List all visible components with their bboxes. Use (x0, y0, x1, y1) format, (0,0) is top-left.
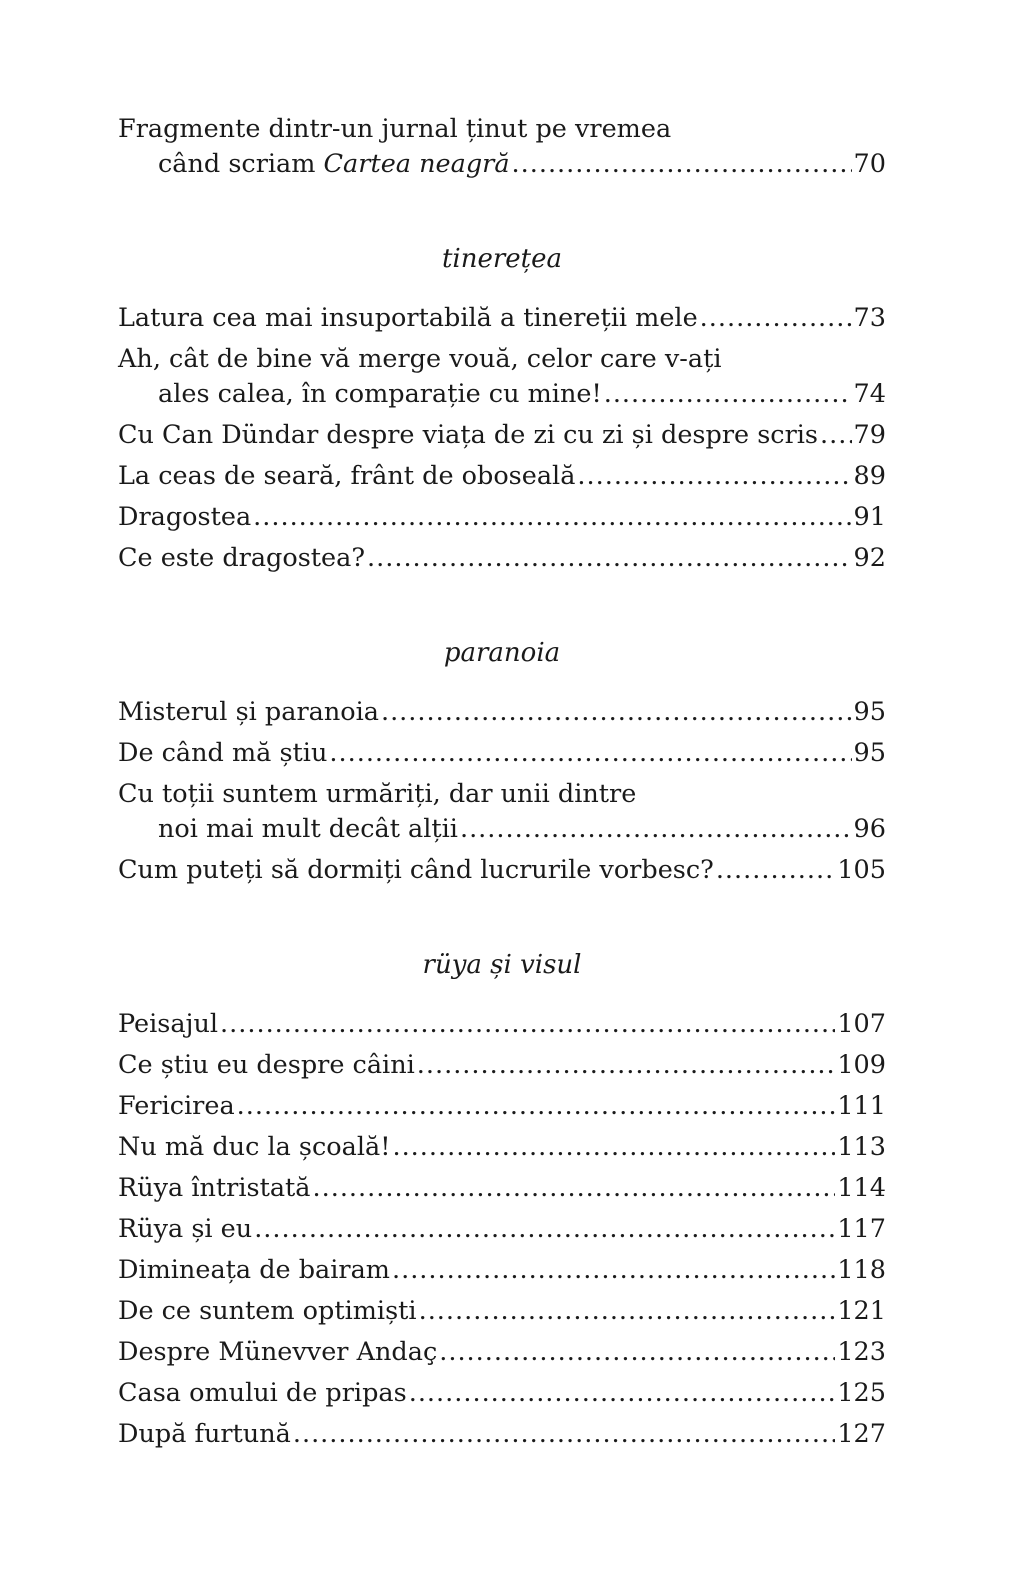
toc-entry (118, 1212, 886, 1247)
toc-entry-row (118, 1089, 886, 1124)
toc-entry-title: Fragmente dintr-un jurnal ținut pe vremea (118, 114, 672, 144)
dot-leader (409, 1376, 836, 1411)
toc-entry-title: Fericirea (118, 1091, 235, 1121)
dot-leader (577, 459, 851, 494)
toc-entry (118, 342, 886, 412)
dot-leader (512, 147, 852, 182)
toc-entry-title: Cu Can Dündar despre viața de zi cu zi și despre scris (118, 420, 819, 450)
toc-entry-title: După furtună (118, 1419, 291, 1449)
toc-entry-title: Dimineața de bairam (118, 1255, 390, 1285)
toc-entry-title: De ce suntem optimiști (118, 1296, 417, 1326)
toc-entry-title: Ah, cât de bine vă merge vouă, celor care v-ați (118, 344, 722, 374)
toc-entry-title-continued: noi mai mult decât alții (158, 814, 458, 844)
toc-entry (118, 777, 886, 847)
toc-entry-row (118, 1417, 886, 1452)
dot-leader (460, 812, 852, 847)
toc-entry-row (118, 736, 886, 771)
toc-entry-title: Nu mă duc la școală! (118, 1132, 391, 1162)
dot-leader (367, 541, 852, 576)
toc-entry-row (118, 1007, 886, 1042)
toc-entry-title: Despre Münevver Andaç (118, 1337, 438, 1367)
toc-entry-title-continued: ales calea, în comparație cu mine! (158, 379, 602, 409)
toc-entry (118, 301, 886, 336)
section-heading: tinerețea (441, 244, 563, 274)
toc-page-number: 95 (853, 738, 886, 768)
toc-page-number: 118 (837, 1255, 886, 1285)
toc-entry (118, 541, 886, 576)
dot-leader (293, 1417, 835, 1452)
toc-page-number: 70 (853, 149, 886, 179)
toc-entry (118, 1130, 886, 1165)
toc-page-number: 117 (837, 1214, 886, 1244)
dot-leader (329, 736, 851, 771)
toc-page-number: 109 (837, 1050, 886, 1080)
toc-entry-row (118, 1171, 886, 1206)
toc-sections (118, 242, 886, 1452)
toc-entry-row (118, 500, 886, 535)
toc-entry (118, 112, 886, 182)
toc-entry-title: Cu toții suntem urmăriți, dar unii dintre (118, 779, 637, 809)
toc-entry-title: Rüya și eu (118, 1214, 253, 1244)
toc-entry-title: Rüya întristată (118, 1173, 311, 1203)
toc-page-number: 114 (837, 1173, 886, 1203)
toc-entry-title: La ceas de seară, frânt de oboseală (118, 461, 576, 491)
dot-leader (392, 1253, 835, 1288)
toc-entry-row (118, 377, 886, 412)
toc-entry (118, 1376, 886, 1411)
toc-entry (118, 459, 886, 494)
toc-entry-title: Misterul și paranoia (118, 697, 379, 727)
toc-page-number: 121 (837, 1296, 886, 1326)
toc-entry (118, 1007, 886, 1042)
toc-page-number: 123 (837, 1337, 886, 1367)
toc-page-number: 91 (853, 502, 886, 532)
toc-page-number: 125 (837, 1378, 886, 1408)
toc-entry-row (118, 1376, 886, 1411)
toc-entry-title: Latura cea mai insuportabilă a tinereții mele (118, 303, 698, 333)
dot-leader (253, 500, 851, 535)
toc-entry-row (118, 459, 886, 494)
dot-leader (237, 1089, 836, 1124)
toc-entry-row (118, 1212, 886, 1247)
toc-page-number: 127 (837, 1419, 886, 1449)
dot-leader (313, 1171, 836, 1206)
toc-page-number: 92 (853, 543, 886, 573)
toc-entry-title: Ce știu eu despre câini (118, 1050, 415, 1080)
toc-entry-row (118, 541, 886, 576)
toc-page-number: 113 (837, 1132, 886, 1162)
toc-entry-title: Casa omului de pripas (118, 1378, 407, 1408)
toc-entry (118, 1335, 886, 1370)
toc-entry-row (118, 1048, 886, 1083)
toc-entry (118, 736, 886, 771)
toc-page-number: 96 (853, 814, 886, 844)
toc-entry (118, 853, 886, 888)
toc-entry-row (118, 301, 886, 336)
table-of-contents (118, 112, 886, 1458)
toc-page-number: 79 (853, 420, 886, 450)
dot-leader (254, 1212, 835, 1247)
toc-entry (118, 1171, 886, 1206)
toc-page-number: 111 (837, 1091, 886, 1121)
dot-leader (716, 853, 836, 888)
toc-entry-title: Ce este dragostea? (118, 543, 366, 573)
toc-entry (118, 1048, 886, 1083)
toc-page-number: 89 (853, 461, 886, 491)
toc-page-number: 74 (853, 379, 886, 409)
toc-entry-row (118, 1253, 886, 1288)
toc-entry-row (118, 418, 886, 453)
dot-leader (604, 377, 852, 412)
toc-entry (118, 1253, 886, 1288)
toc-entry (118, 695, 886, 730)
dot-leader (820, 418, 852, 453)
toc-page-number: 107 (837, 1009, 886, 1039)
toc-entry-row (118, 1335, 886, 1370)
dot-leader (417, 1048, 836, 1083)
toc-entry-row (118, 1130, 886, 1165)
toc-entry-title: Dragostea (118, 502, 252, 532)
toc-entry-row (118, 1294, 886, 1329)
dot-leader (419, 1294, 836, 1329)
toc-entry (118, 1294, 886, 1329)
dot-leader (439, 1335, 835, 1370)
toc-entry (118, 418, 886, 453)
toc-page-number: 73 (853, 303, 886, 333)
dot-leader (700, 301, 852, 336)
section-heading: paranoia (443, 638, 561, 668)
toc-entry (118, 1089, 886, 1124)
toc-page-number: 105 (837, 855, 886, 885)
dot-leader (381, 695, 852, 730)
toc-entry-title: Peisajul (118, 1009, 219, 1039)
toc-entry (118, 1417, 886, 1452)
toc-entry-row (118, 695, 886, 730)
toc-entry (118, 500, 886, 535)
toc-entry-row (118, 147, 886, 182)
toc-entry-title: De când mă știu (118, 738, 328, 768)
dot-leader (220, 1007, 835, 1042)
toc-entry-row (118, 853, 886, 888)
dot-leader (392, 1130, 835, 1165)
section-heading: rüya și visul (422, 950, 582, 980)
book-title: Cartea neagră (323, 149, 510, 179)
toc-entry-title-continued: când scriam Cartea neagră (158, 149, 510, 179)
toc-entry-title: Cum puteți să dormiți când lucrurile vorbesc? (118, 855, 714, 885)
toc-page-number: 95 (853, 697, 886, 727)
toc-entry-row (118, 812, 886, 847)
